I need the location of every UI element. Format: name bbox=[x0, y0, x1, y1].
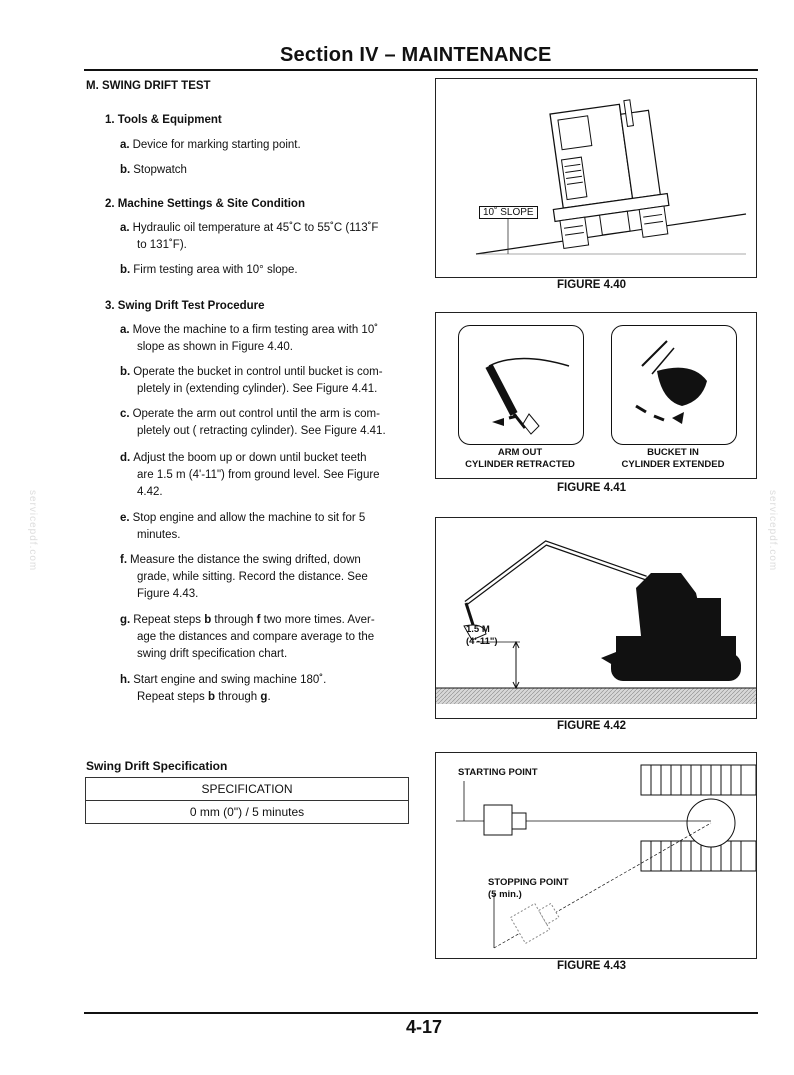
watermark-right: servicepdf.com bbox=[767, 490, 778, 572]
step-e bbox=[120, 510, 365, 527]
step-g bbox=[120, 612, 375, 629]
item-letter: a. bbox=[120, 139, 130, 151]
item-text: Firm testing area with 10° slope. bbox=[133, 264, 298, 276]
step-text: Start engine and swing machine 180˚. bbox=[133, 674, 327, 686]
item-letter: b. bbox=[120, 264, 131, 276]
step-h-cont bbox=[137, 689, 271, 706]
settings-item-a bbox=[120, 220, 378, 237]
label-line: (4'-11") bbox=[466, 636, 498, 647]
figure-caption: FIGURE 4.41 bbox=[557, 482, 627, 494]
step-letter: h. bbox=[120, 674, 131, 686]
label-line: CYLINDER RETRACTED bbox=[465, 459, 575, 470]
step-d-cont2: 4.42. bbox=[137, 486, 163, 498]
label-line: ARM OUT bbox=[497, 447, 543, 458]
step-b bbox=[120, 364, 383, 381]
figure-caption: FIGURE 4.43 bbox=[557, 960, 627, 972]
step-a-cont: slope as shown in Figure 4.40. bbox=[137, 341, 293, 353]
step-d-cont: are 1.5 m (4'-11") from ground level. See Figure bbox=[137, 469, 380, 481]
step-ref: b bbox=[204, 614, 212, 626]
footer-rule bbox=[84, 1012, 758, 1014]
step-text: Adjust the boom up or down until bucket teeth bbox=[133, 452, 367, 464]
step-letter: d. bbox=[120, 452, 131, 464]
step-d bbox=[120, 450, 367, 467]
spec-header: SPECIFICATION bbox=[86, 778, 409, 801]
tools-item-a bbox=[120, 137, 301, 154]
step-c-cont: pletely out ( retracting cylinder). See Figure 4.41. bbox=[137, 425, 386, 437]
step-text: Move the machine to a firm testing area with 10˚ bbox=[132, 324, 379, 336]
watermark-left: servicepdf.com bbox=[27, 490, 38, 572]
settings-item-a-cont: to 131˚F). bbox=[137, 239, 187, 251]
step-text: two more times. Aver- bbox=[260, 614, 375, 626]
figure-4-42 bbox=[435, 517, 757, 719]
step-a bbox=[120, 322, 378, 339]
step-letter: e. bbox=[120, 512, 130, 524]
page-number: 4-17 bbox=[406, 1017, 443, 1037]
settings-item-b bbox=[120, 262, 298, 279]
stopping-point-label bbox=[488, 877, 569, 901]
step-ref: g bbox=[260, 691, 268, 703]
header-rule bbox=[84, 69, 758, 71]
step-b-cont: pletely in (extending cylinder). See Figure 4.41. bbox=[137, 383, 378, 395]
excavator-slope-drawing bbox=[436, 79, 756, 277]
item-letter: b. bbox=[120, 164, 131, 176]
step-text: Repeat steps bbox=[133, 614, 205, 626]
spec-value: 0 mm (0") / 5 minutes bbox=[86, 801, 409, 824]
step-letter: b. bbox=[120, 366, 131, 378]
page-title: Section IV – MAINTENANCE bbox=[280, 44, 552, 66]
arm-out-label bbox=[458, 447, 582, 471]
step-ref: b bbox=[207, 691, 215, 703]
arm-out-panel bbox=[458, 325, 584, 445]
step-text: . bbox=[267, 691, 271, 703]
step-letter: c. bbox=[120, 408, 130, 420]
item-letter: a. bbox=[120, 222, 130, 234]
step-c bbox=[120, 406, 380, 423]
step-f bbox=[120, 552, 361, 569]
item-text: Stopwatch bbox=[133, 164, 187, 176]
label-line: 1.5 M bbox=[466, 624, 490, 635]
step-text: through bbox=[211, 614, 257, 626]
step-h bbox=[120, 672, 326, 689]
spec-table bbox=[85, 777, 409, 824]
height-label bbox=[466, 624, 498, 648]
test-title: M. SWING DRIFT TEST bbox=[86, 80, 211, 92]
step-e-cont: minutes. bbox=[137, 529, 181, 541]
tools-heading: 1. Tools & Equipment bbox=[105, 114, 222, 126]
step-letter: g. bbox=[120, 614, 131, 626]
bucket-in-drawing bbox=[612, 326, 736, 444]
procedure-heading: 3. Swing Drift Test Procedure bbox=[105, 300, 265, 312]
label-line: CYLINDER EXTENDED bbox=[621, 459, 725, 470]
figure-4-40 bbox=[435, 78, 757, 278]
step-text: Operate the bucket in control until bucket is com- bbox=[133, 366, 383, 378]
label-line: STOPPING POINT bbox=[488, 877, 569, 888]
item-text: Hydraulic oil temperature at 45˚C to 55˚C (113˚F bbox=[132, 222, 379, 234]
settings-heading: 2. Machine Settings & Site Condition bbox=[105, 198, 305, 210]
step-g-cont: age the distances and compare average to the bbox=[137, 631, 375, 643]
step-text: Operate the arm out control until the arm is com- bbox=[132, 408, 380, 420]
arm-out-drawing bbox=[459, 326, 583, 444]
bucket-in-label bbox=[608, 447, 738, 471]
spec-title: Swing Drift Specification bbox=[86, 759, 228, 773]
swing-drift-plan-drawing bbox=[436, 753, 756, 958]
table-row bbox=[86, 778, 409, 801]
figure-4-43 bbox=[435, 752, 757, 959]
step-letter: f. bbox=[120, 554, 128, 566]
label-line: BUCKET IN bbox=[647, 447, 699, 458]
figure-caption: FIGURE 4.40 bbox=[557, 279, 627, 291]
step-letter: a. bbox=[120, 324, 130, 336]
slope-label: 10˚ SLOPE bbox=[479, 206, 538, 219]
label-line: (5 min.) bbox=[488, 889, 522, 900]
figure-caption: FIGURE 4.42 bbox=[557, 720, 627, 732]
step-ref: f bbox=[256, 614, 261, 626]
step-text: Repeat steps bbox=[137, 691, 208, 703]
step-f-cont: grade, while sitting. Record the distance. See bbox=[137, 571, 368, 583]
step-text: through bbox=[215, 691, 261, 703]
figure-4-41 bbox=[435, 312, 757, 479]
step-g-cont2: swing drift specification chart. bbox=[137, 648, 288, 660]
bucket-in-panel bbox=[611, 325, 737, 445]
table-row bbox=[86, 801, 409, 824]
step-text: Measure the distance the swing drifted, down bbox=[130, 554, 361, 566]
item-text: Device for marking starting point. bbox=[132, 139, 301, 151]
starting-point-label: STARTING POINT bbox=[458, 767, 538, 778]
step-f-cont2: Figure 4.43. bbox=[137, 588, 199, 600]
excavator-height-drawing bbox=[436, 518, 756, 718]
tools-item-b bbox=[120, 162, 187, 179]
step-text: Stop engine and allow the machine to sit for 5 bbox=[132, 512, 366, 524]
